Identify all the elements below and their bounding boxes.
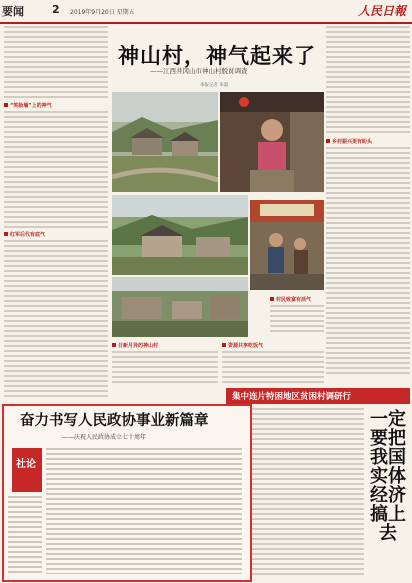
dateline: 2019年9月20日 星期五 <box>70 9 135 16</box>
editorial-label <box>12 448 42 492</box>
subhead: 资源共享吃饭气 <box>222 343 324 349</box>
village-photo-3 <box>112 277 248 337</box>
red-dot-icon <box>4 103 8 107</box>
feature-subtitle: ——江西井冈山市神山村脱贫调查 <box>150 67 248 75</box>
middle-article-column <box>112 340 218 384</box>
left-article-column <box>4 26 108 402</box>
author-byline: 本报记者 朱磊 <box>200 83 229 88</box>
middle-right-article-column <box>222 340 324 384</box>
subhead: 乡村振兴更有盼头 <box>326 139 410 145</box>
editorial-subtitle: ——庆祝人民政协成立七十周年 <box>62 434 147 441</box>
editorial-body-left <box>8 496 42 574</box>
banner-text: 集中连片特困地区贫困村调研行 <box>232 392 352 402</box>
side-note-column <box>270 294 324 338</box>
page-number: 2 <box>52 3 60 16</box>
feature-title: 神山村，神气起来了 <box>118 43 316 68</box>
editorial-label-text: 社论 <box>16 459 36 470</box>
subhead: 日新月异的神山村 <box>112 343 218 349</box>
red-dot-icon <box>222 343 226 347</box>
series-banner <box>226 388 410 404</box>
village-photo-1 <box>112 92 218 192</box>
village-photo-2 <box>112 195 248 275</box>
editorial-title: 奋力书写人民政协事业新篇章 <box>20 412 209 429</box>
red-dot-icon <box>326 139 330 143</box>
subhead: 村民致富有活气 <box>270 297 324 303</box>
portrait-photo <box>220 92 324 192</box>
commentary-body <box>252 408 364 578</box>
masthead-logo: 人民日報 <box>357 4 406 18</box>
red-dot-icon <box>270 297 274 301</box>
editorial-body <box>46 448 242 574</box>
red-dot-icon <box>4 232 8 236</box>
page-header <box>0 0 412 24</box>
subhead: 红军后代有底气 <box>4 232 108 238</box>
red-dot-icon <box>112 343 116 347</box>
subhead: “笑脸墙”上的神气 <box>4 103 108 109</box>
right-article-column <box>326 26 410 382</box>
section-name: 要闻 <box>2 5 24 18</box>
people-photo <box>250 200 324 290</box>
commentary-title: 一定要把我国实体经济搞上去 <box>370 409 406 544</box>
